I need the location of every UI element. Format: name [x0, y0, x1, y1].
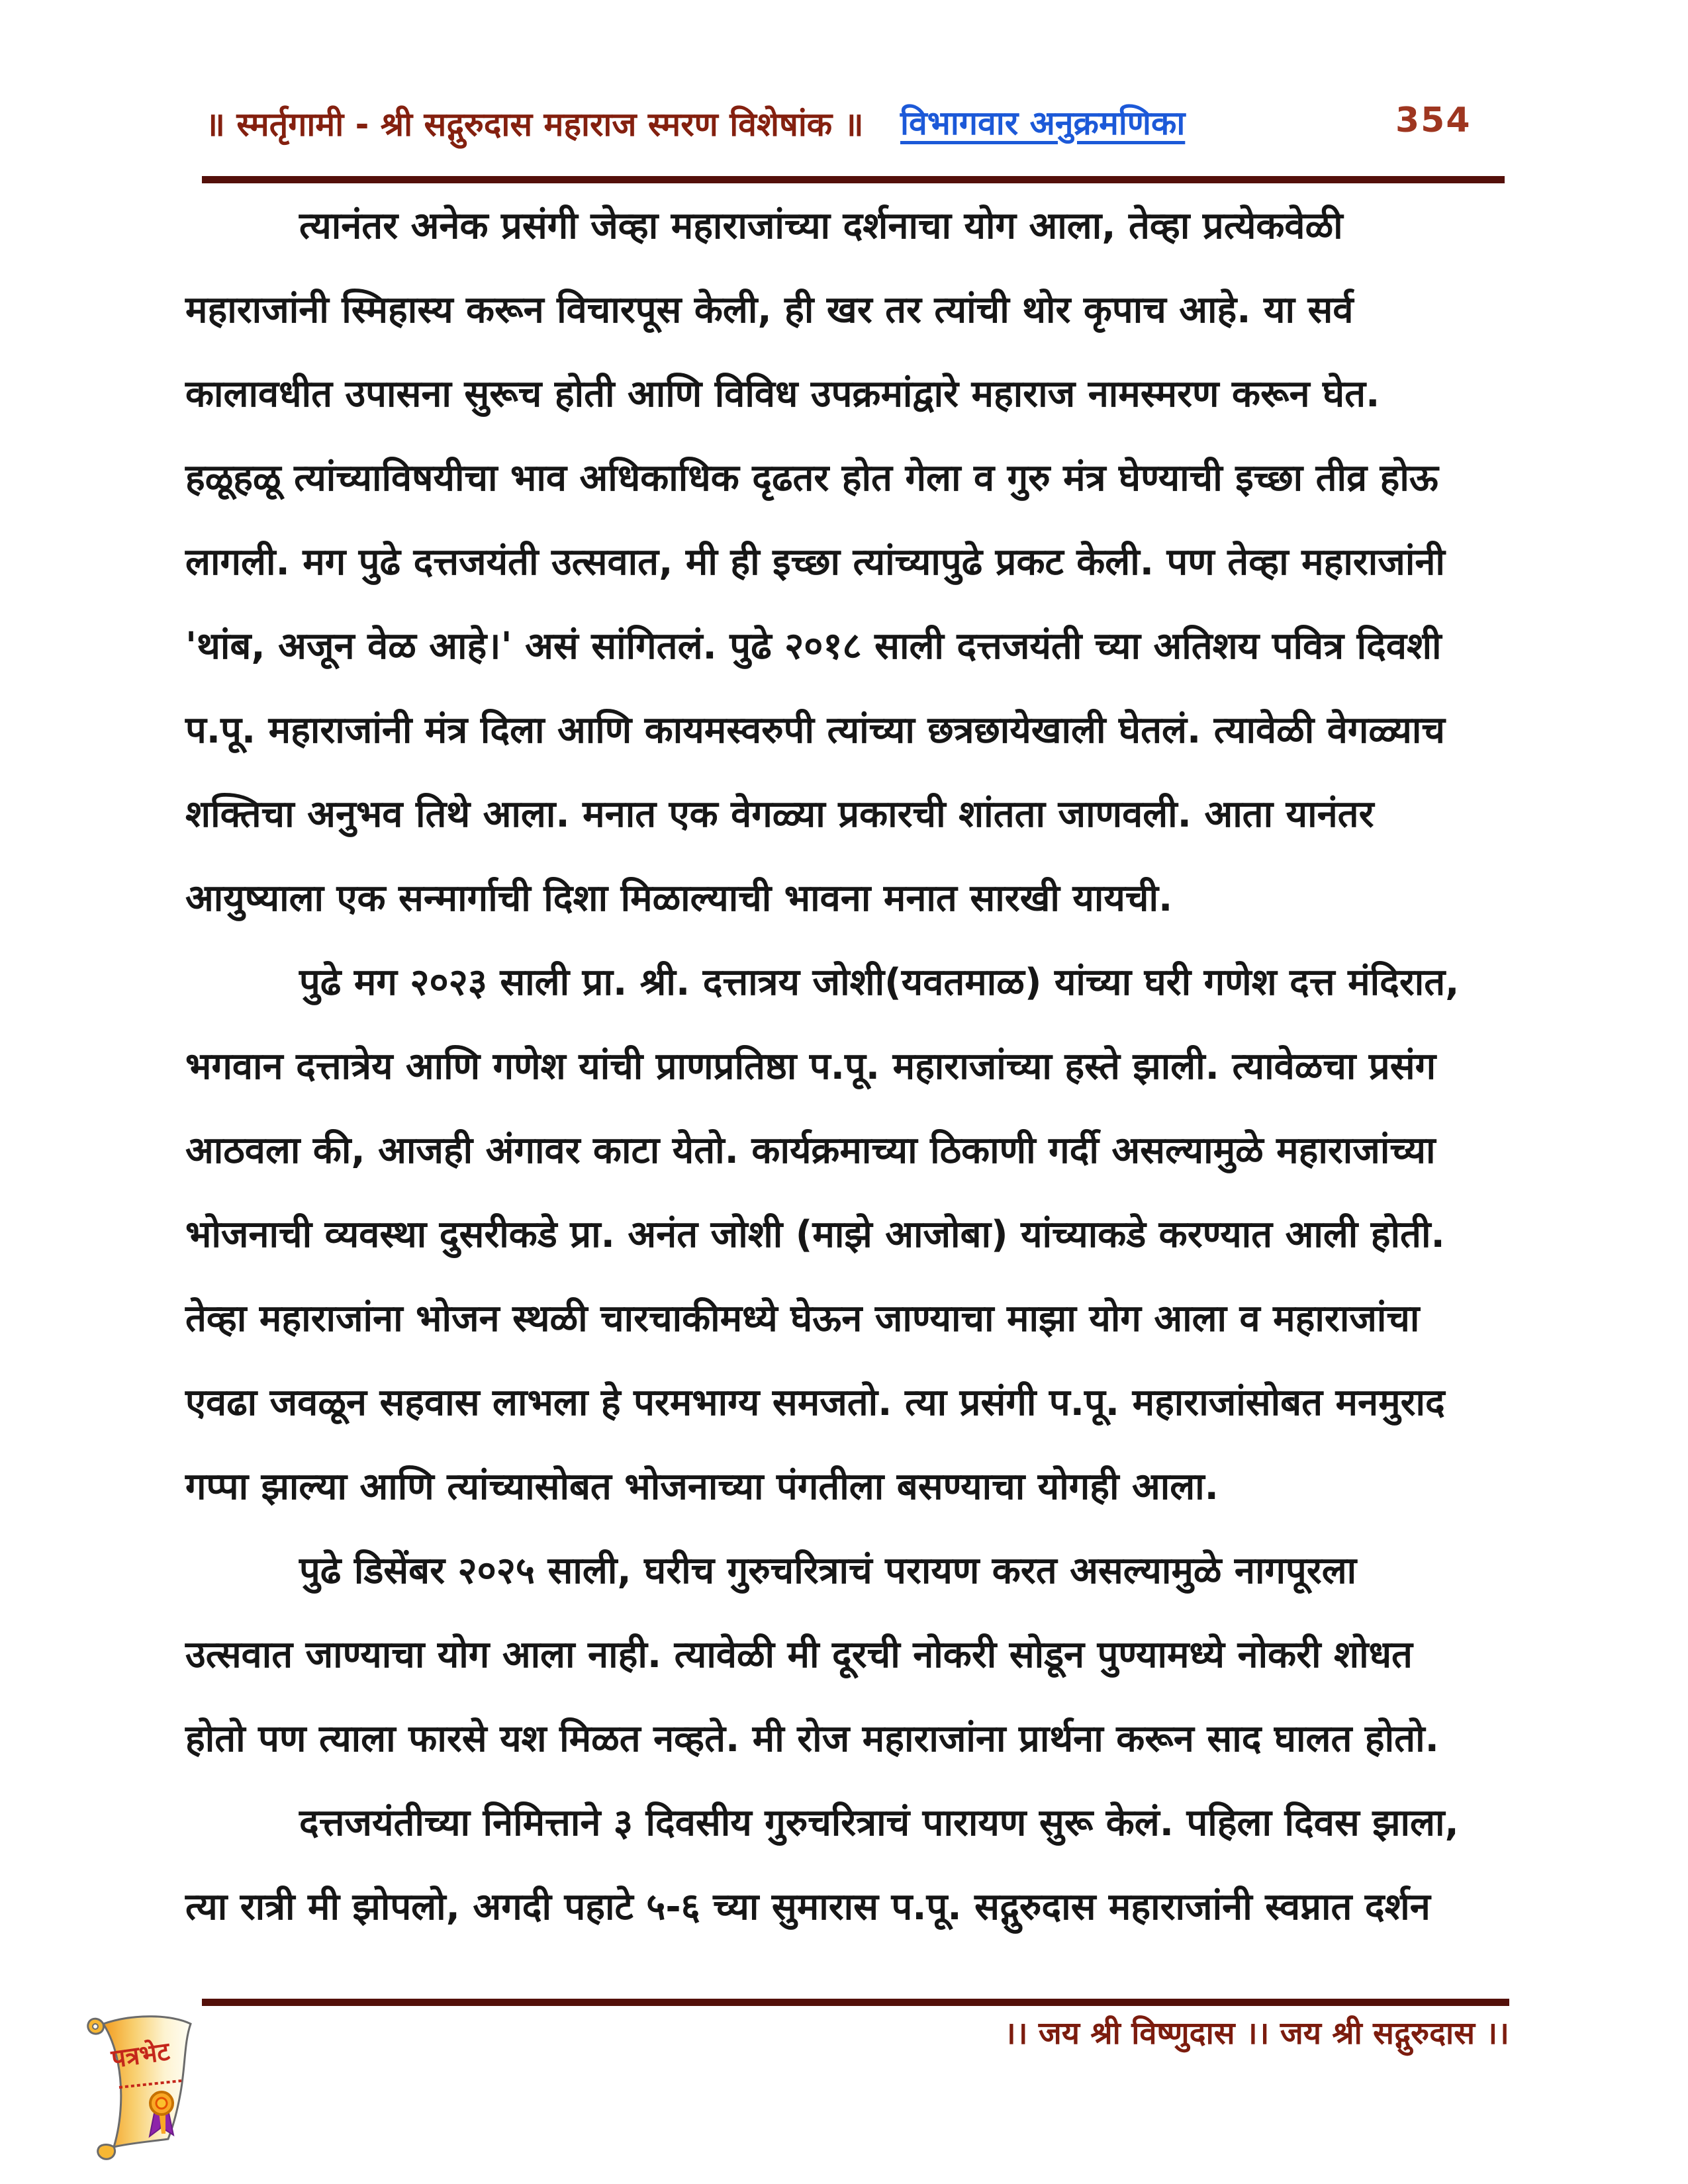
body-line: आठवला की, आजही अंगावर काटा येतो. कार्यक्रमाच्या ठिकाणी गर्दी असल्यामुळे महाराजांच्या — [185, 1129, 1436, 1172]
body-line: लागली. मग पुढे दत्तजयंती उत्सवात, मी ही इच्छा त्यांच्यापुढे प्रकट केली. पण तेव्हा महाराजांनी — [185, 541, 1445, 584]
body-line: शक्तिचा अनुभव तिथे आला. मनात एक वेगळ्या प्रकारची शांतता जाणवली. आता यानंतर — [185, 793, 1374, 836]
page-number: 354 — [1395, 101, 1472, 140]
body-line: त्या रात्री मी झोपलो, अगदी पहाटे ५-६ च्या सुमारास प.पू. सद्गुरुदास महाराजांनी स्वप्नात दर्शन — [185, 1886, 1430, 1929]
body-line: कालावधीत उपासना सुरूच होती आणि विविध उपक्रमांद्वारे महाराज नामस्मरण करून घेत. — [185, 373, 1380, 416]
footer-rule — [202, 1999, 1509, 2006]
body-line: एवढा जवळून सहवास लाभला हे परमभाग्य समजतो. त्या प्रसंगी प.पू. महाराजांसोबत मनमुराद — [185, 1381, 1445, 1424]
body-line: भोजनाची व्यवस्था दुसरीकडे प्रा. अनंत जोशी (माझे आजोबा) यांच्याकडे करण्यात आली होती. — [185, 1213, 1445, 1256]
body-line: भगवान दत्तात्रेय आणि गणेश यांची प्राणप्रतिष्ठा प.पू. महाराजांच्या हस्ते झाली. त्यावेळचा प्रसंग — [185, 1045, 1436, 1088]
logo-text: पत्रभेट — [109, 2036, 172, 2074]
patrabhet-logo — [81, 2009, 204, 2168]
scroll-icon — [81, 2009, 204, 2168]
body-line: दत्तजयंतीच्या निमित्ताने ३ दिवसीय गुरुचरित्राचं पारायण सुरू केलं. पहिला दिवस झाला, — [299, 1801, 1459, 1844]
body-line: त्यानंतर अनेक प्रसंगी जेव्हा महाराजांच्या दर्शनाचा योग आला, तेव्हा प्रत्येकवेळी — [299, 205, 1343, 248]
body-line: गप्पा झाल्या आणि त्यांच्यासोबत भोजनाच्या पंगतीला बसण्याचा योगही आला. — [185, 1465, 1219, 1508]
header-rule — [202, 176, 1505, 183]
body-line: हळूहळू त्यांच्याविषयीचा भाव अधिकाधिक दृढतर होत गेला व गुरु मंत्र घेण्याची इच्छा तीव्र होऊ — [185, 457, 1438, 500]
body-line: तेव्हा महाराजांना भोजन स्थळी चारचाकीमध्ये घेऊन जाण्याचा माझा योग आला व महाराजांचा — [185, 1297, 1420, 1340]
body-line: प.पू. महाराजांनी मंत्र दिला आणि कायमस्वरुपी त्यांच्या छत्रछायेखाली घेतलं. त्यावेळी वेगळ्याच — [185, 709, 1445, 752]
body-line: होतो पण त्याला फारसे यश मिळत नव्हते. मी रोज महाराजांना प्रार्थना करून साद घालत होतो. — [185, 1717, 1439, 1760]
body-text — [185, 184, 1516, 1949]
footer-blessing: ।। जय श्री विष्णुदास ।। जय श्री सद्गुरुदास ।। — [1004, 2015, 1509, 2052]
body-line: पुढे मग २०२३ साली प्रा. श्री. दत्तात्रय जोशी(यवतमाळ) यांच्या घरी गणेश दत्त मंदिरात, — [299, 961, 1460, 1004]
body-line: पुढे डिसेंबर २०२५ साली, घरीच गुरुचरित्राचं परायण करत असल्यामुळे नागपूरला — [299, 1549, 1357, 1592]
page-title: ॥ स्मर्तृगामी - श्री सद्गुरुदास महाराज स्मरण विशेषांक ॥ — [205, 105, 864, 144]
index-link[interactable]: विभागवार अनुक्रमणिका — [900, 104, 1186, 142]
body-line: आयुष्याला एक सन्मार्गाची दिशा मिळाल्याची भावना मनात सारखी यायची. — [185, 877, 1173, 920]
body-line: 'थांब, अजून वेळ आहे।' असं सांगितलं. पुढे २०१८ साली दत्तजयंती च्या अतिशय पवित्र दिवशी — [185, 625, 1442, 668]
body-line: महाराजांनी स्मिहास्य करून विचारपूस केली, ही खर तर त्यांची थोर कृपाच आहे. या सर्व — [185, 289, 1354, 332]
body-line: उत्सवात जाण्याचा योग आला नाही. त्यावेळी मी दूरची नोकरी सोडून पुण्यामध्ये नोकरी शोधत — [185, 1633, 1413, 1676]
